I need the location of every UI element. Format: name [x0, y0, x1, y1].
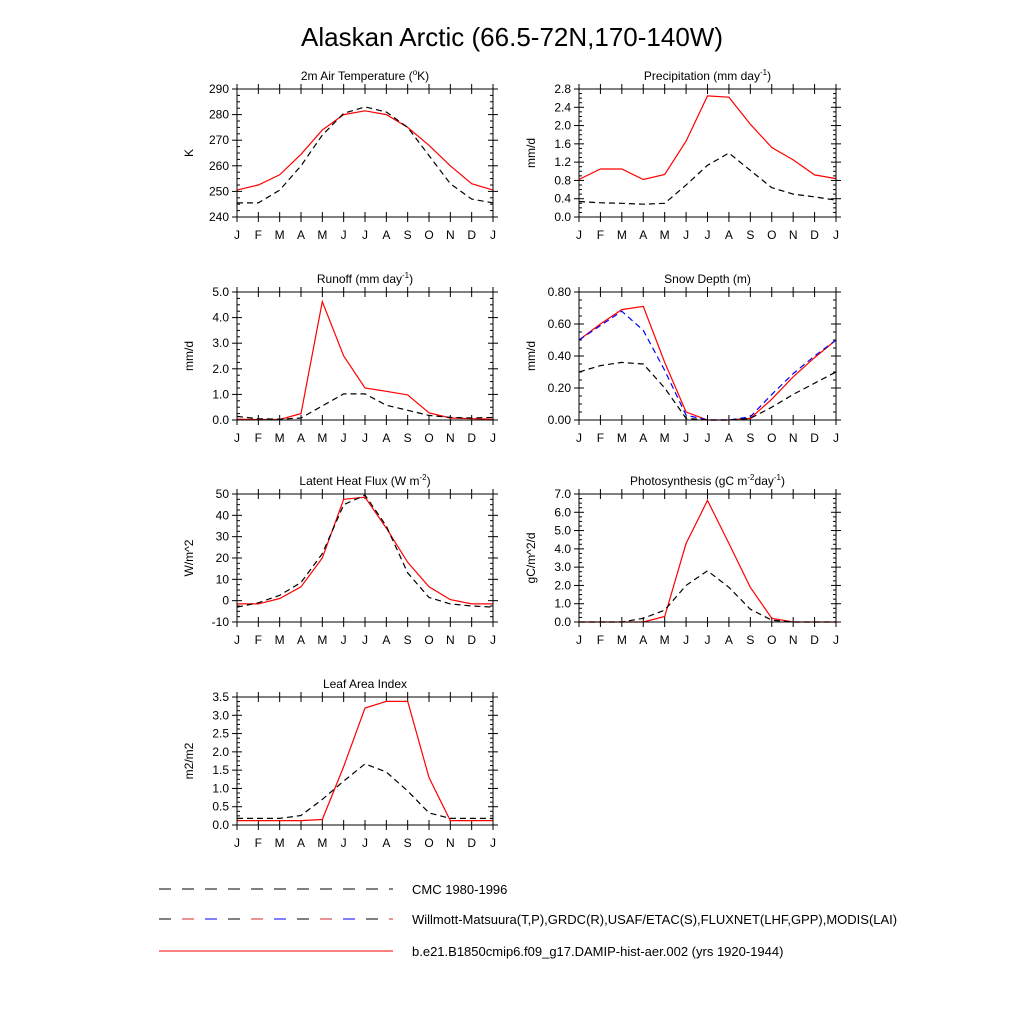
y-tick-label: 0.0 [554, 210, 571, 224]
x-tick-label: O [424, 836, 434, 850]
x-tick-label: M [317, 836, 328, 850]
x-tick-label: M [317, 431, 328, 445]
title-part: Photosynthesis (gC m [630, 474, 748, 488]
x-tick-label: D [810, 633, 819, 647]
x-tick-label: J [704, 431, 711, 445]
x-tick-label: J [490, 228, 496, 242]
series-line-2 [579, 311, 836, 420]
x-tick-label: J [576, 431, 582, 445]
x-tick-label: D [810, 228, 819, 242]
series-line-2 [237, 495, 493, 607]
x-tick-label: J [490, 633, 496, 647]
x-tick-label: J [490, 431, 496, 445]
x-tick-label: O [424, 633, 434, 647]
title-part: Snow Depth (m) [664, 272, 751, 286]
plot-frame [237, 292, 493, 420]
x-tick-label: F [596, 633, 605, 647]
x-tick-label: J [234, 633, 240, 647]
y-tick-label: -10 [211, 615, 229, 629]
panel-title [301, 68, 429, 83]
title-part: ) [781, 474, 785, 488]
chart-panel-3 [182, 271, 498, 445]
x-tick-label: M [274, 633, 285, 647]
y-tick-label: 3.0 [212, 336, 229, 351]
x-tick-label: J [576, 228, 582, 242]
x-tick-label: J [704, 633, 711, 647]
x-tick-label: J [340, 836, 347, 850]
y-axis-label: K [182, 148, 196, 158]
legend-label: CMC 1980-1996 [412, 882, 508, 897]
x-tick-label: N [445, 228, 455, 242]
y-tick-label: 5.0 [554, 523, 571, 538]
x-tick-label: M [659, 633, 670, 647]
x-tick-label: D [467, 228, 477, 242]
series-line-1 [237, 497, 493, 604]
y-tick-label: 1.2 [554, 155, 571, 170]
y-axis-label: mm/d [182, 341, 196, 371]
x-tick-label: J [683, 633, 690, 647]
y-tick-label: 7.0 [554, 487, 571, 501]
x-tick-label: M [274, 228, 285, 242]
x-tick-label: F [596, 431, 605, 445]
y-tick-label: 0.0 [554, 615, 571, 629]
panel-title [323, 677, 407, 691]
chart-panel-6 [524, 473, 841, 647]
y-tick-label: 2.0 [554, 118, 571, 133]
y-axis-label: mm/d [524, 138, 538, 168]
series-line-1 [237, 701, 493, 820]
plot-frame [237, 697, 493, 825]
title-superscript: -1 [759, 68, 768, 77]
series-line-1 [579, 306, 836, 420]
x-tick-label: M [659, 228, 670, 242]
x-tick-label: A [724, 431, 733, 445]
x-tick-label: N [445, 836, 455, 850]
y-tick-label: 2.4 [554, 100, 571, 115]
x-tick-label: S [746, 431, 755, 445]
y-tick-label: 250 [208, 184, 229, 199]
title-superscript: -2 [419, 473, 427, 482]
x-tick-label: J [234, 228, 240, 242]
y-tick-label: 20 [215, 551, 229, 565]
title-part: ) [426, 474, 431, 488]
x-tick-label: O [424, 228, 434, 242]
y-axis-label: W/m^2 [182, 539, 196, 577]
x-tick-label: O [424, 431, 434, 445]
legend-label: Willmott-Matsuura(T,P),GRDC(R),USAF/ETAC(S),FLUXNET(LHF,GPP),MODIS(LAI) [412, 912, 898, 927]
x-tick-label: M [317, 633, 328, 647]
series-line-2 [579, 153, 836, 204]
x-tick-label: N [788, 633, 798, 647]
series-line-1 [237, 111, 493, 190]
title-part: day [754, 474, 774, 488]
y-tick-label: 30 [215, 529, 229, 544]
y-tick-label: 4.0 [554, 541, 571, 556]
y-tick-label: 0.80 [547, 285, 571, 299]
x-tick-label: J [362, 836, 368, 850]
legend-label: b.e21.B1850cmip6.f09_g17.DAMIP-hist-aer.002 (yrs 1920-1944) [412, 944, 784, 959]
panel-title [644, 68, 771, 83]
x-tick-label: J [362, 633, 368, 647]
x-tick-label: J [340, 228, 347, 242]
y-tick-label: 1.0 [212, 387, 229, 402]
y-tick-label: 3.0 [212, 708, 229, 723]
y-tick-label: 4.0 [212, 310, 229, 325]
x-tick-label: S [403, 633, 412, 647]
x-tick-label: A [639, 431, 648, 445]
x-tick-label: A [296, 836, 306, 850]
y-tick-label: 0 [222, 593, 229, 608]
x-tick-label: J [833, 431, 839, 445]
y-tick-label: 3.5 [212, 690, 229, 704]
x-tick-label: J [833, 633, 839, 647]
x-tick-label: J [362, 431, 368, 445]
x-tick-label: J [234, 836, 240, 850]
x-tick-label: M [317, 228, 328, 242]
y-tick-label: 270 [208, 133, 229, 148]
x-tick-label: D [467, 431, 477, 445]
y-tick-label: 50 [215, 487, 229, 501]
x-tick-label: A [382, 431, 391, 445]
chart-panel-5 [182, 473, 498, 647]
x-tick-label: O [767, 431, 777, 445]
y-tick-label: 0.8 [554, 173, 571, 188]
y-tick-label: 0.00 [547, 413, 571, 427]
x-tick-label: M [616, 228, 627, 242]
y-tick-label: 0.4 [554, 191, 571, 206]
y-tick-label: 260 [208, 158, 229, 173]
x-tick-label: O [767, 228, 777, 242]
y-tick-label: 10 [215, 572, 229, 587]
y-tick-label: 290 [208, 82, 229, 96]
y-tick-label: 0.0 [212, 818, 229, 832]
x-tick-label: A [296, 633, 306, 647]
x-tick-label: N [445, 633, 455, 647]
x-tick-label: J [234, 431, 240, 445]
legend [159, 882, 897, 959]
x-tick-label: D [467, 836, 477, 850]
x-tick-label: A [724, 633, 733, 647]
chart-panel-4 [524, 272, 841, 445]
x-tick-label: O [767, 633, 777, 647]
y-tick-label: 2.0 [554, 578, 571, 593]
x-tick-label: M [659, 431, 670, 445]
legend-entry-3 [159, 944, 783, 959]
y-tick-label: 1.0 [554, 596, 571, 611]
x-tick-label: J [576, 633, 582, 647]
y-tick-label: 40 [215, 508, 229, 523]
title-part: Runoff (mm day [316, 272, 403, 286]
x-tick-label: F [254, 633, 263, 647]
x-tick-label: F [254, 228, 263, 242]
x-tick-label: A [382, 228, 391, 242]
y-axis-label: mm/d [524, 341, 538, 371]
x-tick-label: A [382, 633, 391, 647]
y-tick-label: 2.0 [212, 744, 229, 759]
x-tick-label: J [340, 431, 347, 445]
x-tick-label: A [639, 633, 648, 647]
y-tick-label: 5.0 [212, 285, 229, 299]
title-superscript: -2 [747, 473, 755, 482]
x-tick-label: J [704, 228, 711, 242]
series-line-1 [579, 500, 836, 622]
panel-title [664, 272, 751, 286]
x-tick-label: A [724, 228, 733, 242]
y-tick-label: 240 [208, 210, 229, 224]
panels [182, 68, 841, 850]
x-tick-label: S [403, 228, 412, 242]
plot-frame [579, 494, 836, 622]
x-tick-label: N [445, 431, 455, 445]
title-part: Leaf Area Index [322, 677, 408, 691]
y-tick-label: 0.20 [547, 381, 571, 395]
x-tick-label: F [254, 836, 263, 850]
x-tick-label: D [467, 633, 477, 647]
plot-frame [579, 89, 836, 217]
chart-panel-2 [524, 68, 841, 242]
series-line-2 [579, 571, 836, 622]
x-tick-label: S [746, 633, 755, 647]
x-tick-label: J [683, 431, 690, 445]
panel-title [317, 271, 413, 286]
y-tick-label: 1.0 [212, 781, 229, 796]
x-tick-label: A [639, 228, 648, 242]
y-tick-label: 1.5 [212, 763, 229, 778]
x-tick-label: J [362, 228, 368, 242]
series-line-2 [237, 764, 493, 819]
y-tick-label: 1.6 [554, 136, 571, 151]
y-tick-label: 0.60 [547, 317, 571, 331]
x-tick-label: N [788, 228, 798, 242]
plot-frame [237, 494, 493, 622]
title-superscript: -1 [402, 271, 410, 280]
x-tick-label: F [596, 228, 605, 242]
series-line-3 [579, 362, 836, 420]
x-tick-label: F [254, 431, 263, 445]
title-part: 2m Air Temperature ( [300, 69, 413, 83]
y-tick-label: 0.5 [212, 799, 229, 814]
y-tick-label: 0.0 [212, 413, 229, 427]
series-line-1 [579, 96, 836, 180]
title-part: Latent Heat Flux (W m [299, 474, 420, 488]
y-tick-label: 2.0 [212, 361, 229, 376]
title-part: ) [767, 69, 772, 83]
x-tick-label: M [616, 431, 627, 445]
y-tick-label: 6.0 [554, 505, 571, 520]
x-tick-label: M [274, 836, 285, 850]
x-tick-label: N [788, 431, 798, 445]
x-tick-label: M [616, 633, 627, 647]
x-tick-label: J [683, 228, 690, 242]
x-tick-label: M [274, 431, 285, 445]
x-tick-label: A [296, 431, 306, 445]
y-tick-label: 2.5 [212, 726, 229, 741]
series-line-2 [237, 107, 493, 203]
y-axis-label: gC/m^2/d [524, 532, 538, 584]
panel-title [299, 473, 430, 488]
plot-frame [237, 89, 493, 217]
series-line-1 [237, 302, 493, 420]
x-tick-label: S [746, 228, 755, 242]
chart-panel-1 [182, 68, 498, 242]
x-tick-label: A [382, 836, 391, 850]
title-superscript: o [412, 68, 418, 77]
legend-entry-2 [159, 912, 897, 927]
x-tick-label: J [340, 633, 347, 647]
legend-entry-1 [159, 882, 507, 897]
title-part: ) [409, 272, 414, 286]
y-tick-label: 2.8 [554, 82, 571, 96]
y-tick-label: 280 [208, 107, 229, 122]
y-axis-label: m2/m2 [182, 742, 196, 780]
title-part: K) [417, 69, 430, 83]
title-superscript: -1 [773, 473, 781, 482]
title-part: Precipitation (mm day [643, 69, 760, 83]
x-tick-label: J [833, 228, 839, 242]
panel-title [630, 473, 785, 488]
x-tick-label: J [490, 836, 496, 850]
x-tick-label: S [403, 431, 412, 445]
x-tick-label: A [296, 228, 306, 242]
x-tick-label: S [403, 836, 412, 850]
chart-panel-7 [182, 677, 498, 850]
y-tick-label: 3.0 [554, 560, 571, 575]
plot-frame [579, 292, 836, 420]
x-tick-label: D [810, 431, 819, 445]
figure-title: Alaskan Arctic (66.5-72N,170-140W) [301, 22, 723, 52]
y-tick-label: 0.40 [547, 349, 571, 363]
